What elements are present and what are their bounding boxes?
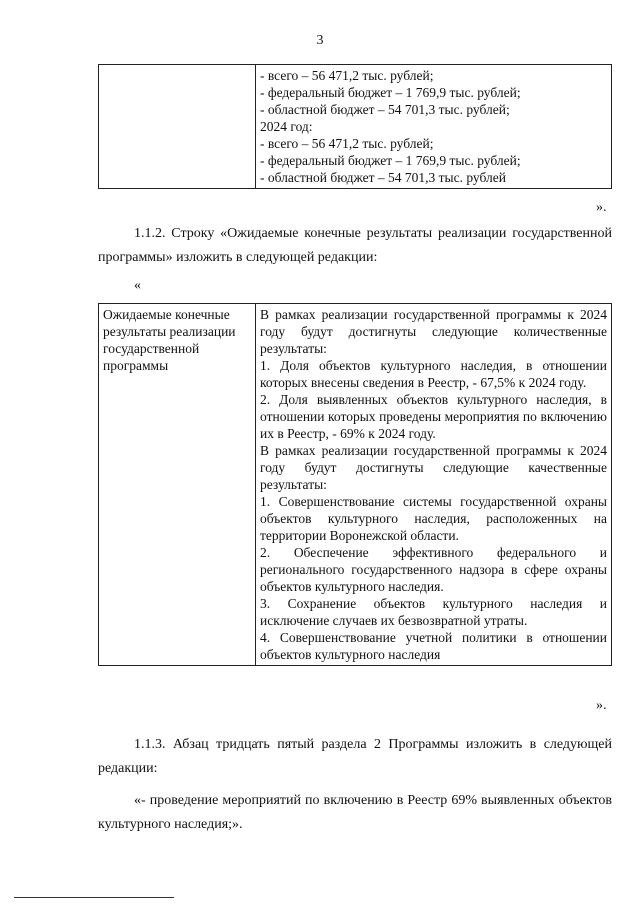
funding-line: - всего – 56 471,2 тыс. рублей;: [260, 68, 434, 83]
funding-line: - областной бюджет – 54 701,3 тыс. рублей;: [260, 102, 510, 117]
results-paragraph: 4. Совершенствование учетной политики в отношении объектов культурного наследия: [260, 630, 607, 662]
opening-quote: «: [134, 278, 141, 293]
paragraph-1-1-3: 1.1.3. Абзац тридцать пятый раздела 2 Программы изложить в следующей редакции:: [98, 737, 612, 776]
paragraph-1-1-2: 1.1.2. Строку «Ожидаемые конечные результаты реализации государственной программы» изложить в следующей редакции:: [98, 226, 612, 265]
results-paragraph: 1. Совершенствование системы государственной охраны объектов культурного наследия, расположенных на территории Воронежской области.: [260, 494, 607, 543]
results-table-right-cell: [256, 304, 612, 666]
funding-line: - областной бюджет – 54 701,3 тыс. рублей: [260, 170, 506, 185]
results-paragraph: 1. Доля объектов культурного наследия, в отношении которых внесены сведения в Реестр, - 67,5% к 2024 году.: [260, 358, 607, 390]
footer-rule: [14, 897, 174, 898]
results-paragraph: 2. Обеспечение эффективного федерального и регионального государственного надзора в сфере охраны объектов культурного наследия.: [260, 545, 607, 594]
table1-closing-quote: ».: [596, 200, 607, 215]
funding-table-left-cell: [99, 65, 256, 189]
results-paragraph: 2. Доля выявленных объектов культурного наследия, в отношении которых проведены мероприятия по включению их в Реестр, - 69% к 2024 году.: [260, 392, 607, 441]
results-paragraph: В рамках реализации государственной программы к 2024 году будут достигнуты следующие количественные результаты:: [260, 307, 607, 356]
funding-line: 2024 год:: [260, 119, 313, 134]
funding-table: [98, 64, 612, 189]
results-table: [98, 303, 612, 666]
results-table-left-cell: Ожидаемые конечные результаты реализации государственной программы: [99, 304, 256, 666]
results-paragraph: 3. Сохранение объектов культурного наследия и исключение случаев их безвозвратной утраты.: [260, 596, 607, 628]
page-number: 3: [316, 33, 324, 48]
paragraph-quote: «- проведение мероприятий по включению в Реестр 69% выявленных объектов культурного наследия;».: [98, 793, 612, 832]
funding-table-right-cell: [256, 65, 612, 189]
table2-closing-quote: ».: [596, 698, 607, 713]
funding-line: - федеральный бюджет – 1 769,9 тыс. рублей;: [260, 85, 521, 100]
funding-line: - федеральный бюджет – 1 769,9 тыс. рублей;: [260, 153, 521, 168]
funding-line: - всего – 56 471,2 тыс. рублей;: [260, 136, 434, 151]
results-paragraph: В рамках реализации государственной программы к 2024 году будут достигнуты следующие качественные результаты:: [260, 443, 607, 492]
